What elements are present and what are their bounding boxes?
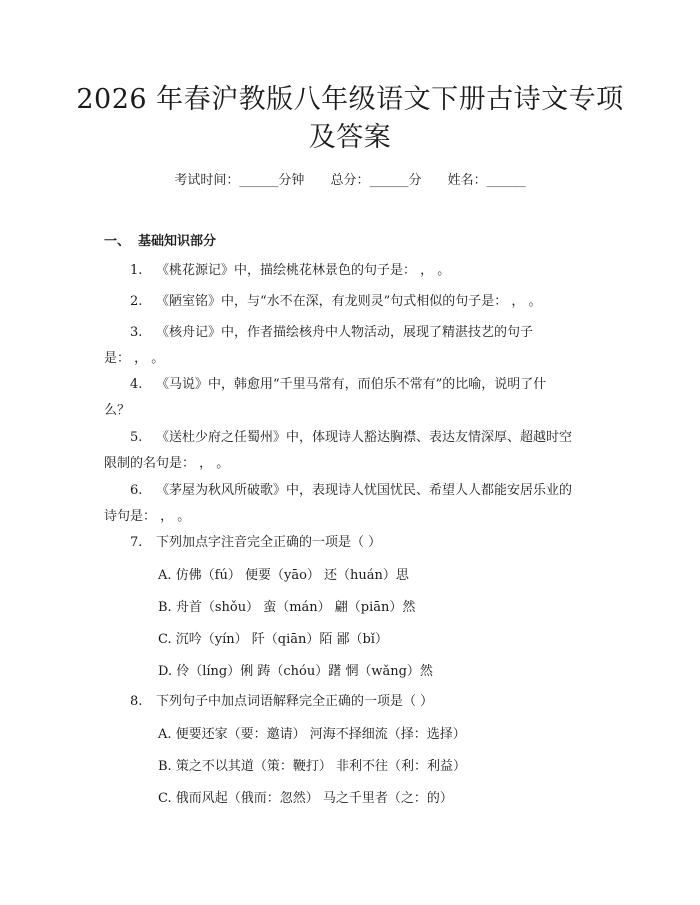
- exam-name: 姓名：______: [447, 173, 526, 188]
- q7-option-a: A. 仿佛（fú） 便要（yāo） 还（huán）思: [158, 568, 409, 583]
- section-number: 一、: [104, 234, 131, 249]
- question-number: 5.: [130, 430, 143, 445]
- question-text-cont: 限制的名句是： ， 。: [104, 456, 230, 471]
- question-text: 《茅屋为秋风所破歌》中，表现诗人忧国忧民、希望人人都能安居乐业的: [156, 483, 573, 498]
- q8-option-b: B. 策之不以其道（策：鞭打） 非利不往（利：利益）: [158, 759, 466, 774]
- exam-time: 考试时间：______分钟: [174, 173, 305, 188]
- question-5: [104, 425, 596, 477]
- doc-title-line1: 2026 年春沪教版八年级语文下册古诗文专项: [76, 84, 624, 115]
- question-text-cont: 么？: [104, 403, 131, 418]
- doc-title-line2: 及答案: [308, 122, 392, 153]
- question-text: 《送杜少府之任蜀州》中，体现诗人豁达胸襟、表达友情深厚、超越时空: [156, 430, 573, 445]
- question-3: [104, 320, 596, 372]
- question-text: 《核舟记》中，作者描绘核舟中人物活动，展现了精湛技艺的句子: [156, 325, 534, 340]
- section-heading: [104, 230, 216, 249]
- question-number: 7.: [130, 535, 143, 550]
- question-7: [104, 530, 596, 556]
- q7-option-b: B. 舟首（shǒu） 蛮（mán） 翩（piān）然: [158, 600, 416, 615]
- question-1: [104, 258, 596, 284]
- question-number: 3.: [130, 325, 143, 340]
- question-number: 4.: [130, 377, 143, 392]
- question-6: [104, 478, 596, 530]
- question-4: [104, 372, 596, 424]
- q8-option-c: C. 俄而风起（俄而：忽然） 马之千里者（之：的）: [158, 791, 453, 806]
- question-8: [104, 689, 596, 715]
- q8-option-a: A. 便要还家（要：邀请） 河海不择细流（择：选择）: [158, 727, 466, 742]
- question-text: 《马说》中，韩愈用“千里马常有，而伯乐不常有”的比喻，说明了什: [156, 377, 547, 392]
- question-number: 6.: [130, 483, 143, 498]
- question-number: 1.: [130, 263, 143, 278]
- question-text: 下列句子中加点词语解释完全正确的一项是（ ）: [156, 694, 434, 709]
- question-text: 《桃花源记》中，描绘桃花林景色的句子是： ， 。: [156, 263, 451, 278]
- question-text-cont: 诗句是： ， 。: [104, 509, 191, 524]
- section-title: 基础知识部分: [138, 234, 217, 249]
- q7-option-c: C. 沉吟（yín） 阡（qiān）陌 鄙（bǐ）: [158, 632, 388, 647]
- question-text: 《陋室铭》中，与“水不在深，有龙则灵”句式相似的句子是： ， 。: [156, 294, 542, 309]
- question-text-cont: 是： ， 。: [104, 351, 165, 366]
- exam-meta: [0, 169, 700, 188]
- exam-score: 总分：______分: [330, 173, 422, 188]
- question-2: [104, 289, 596, 315]
- question-number: 2.: [130, 294, 143, 309]
- question-number: 8.: [130, 694, 143, 709]
- question-text: 下列加点字注音完全正确的一项是（ ）: [156, 535, 382, 550]
- q7-option-d: D. 伶（líng）俐 踌（chóu）躇 惘（wǎng）然: [158, 664, 433, 679]
